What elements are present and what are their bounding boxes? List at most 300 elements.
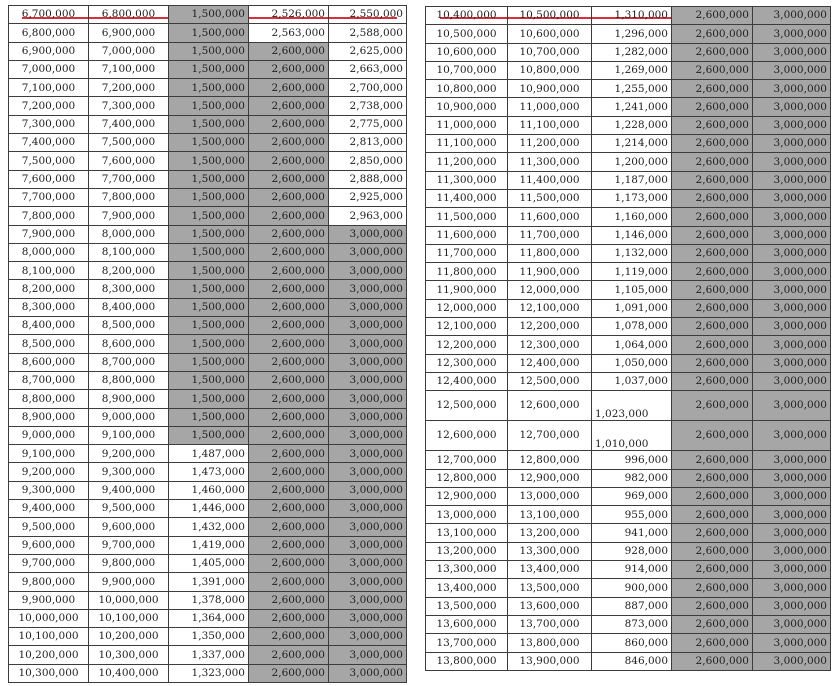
table-cell: 7,400,000	[89, 115, 169, 133]
table-row	[9, 554, 407, 572]
table-cell: 10,100,000	[9, 628, 89, 646]
table-cell: 3,000,000	[753, 318, 831, 336]
table-cell: 10,900,000	[508, 80, 592, 98]
table-cell: 3,000,000	[329, 573, 407, 591]
table-cell: 3,000,000	[329, 390, 407, 408]
table-cell: 2,600,000	[672, 208, 753, 226]
table-cell: 8,800,000	[89, 371, 169, 389]
table-cell: 3,000,000	[753, 451, 831, 469]
table-cell: 13,400,000	[508, 561, 592, 579]
table-cell: 7,900,000	[9, 225, 89, 243]
table-cell: 2,600,000	[249, 317, 329, 335]
table-cell: 13,900,000	[508, 652, 592, 670]
table-cell: 12,400,000	[508, 354, 592, 372]
table-cell: 11,800,000	[426, 263, 508, 281]
table-row	[426, 451, 831, 469]
table-cell: 3,000,000	[753, 354, 831, 372]
table-cell: 2,600,000	[672, 61, 753, 79]
table-cell: 8,700,000	[89, 353, 169, 371]
table-cell: 10,200,000	[89, 628, 169, 646]
table-cell: 2,600,000	[249, 42, 329, 60]
table-cell: 2,963,000	[329, 207, 407, 225]
table-cell: 2,813,000	[329, 134, 407, 152]
table-cell: 2,600,000	[249, 243, 329, 261]
table-cell: 1,023,000	[592, 391, 672, 421]
table-cell: 1,500,000	[169, 426, 249, 444]
table-cell: 13,700,000	[426, 634, 508, 652]
table-row	[426, 7, 831, 25]
table-row	[426, 469, 831, 487]
table-cell: 2,600,000	[672, 281, 753, 299]
table-cell: 10,000,000	[89, 591, 169, 609]
table-cell: 13,400,000	[426, 579, 508, 597]
table-cell: 7,200,000	[9, 97, 89, 115]
table-cell: 1,269,000	[592, 61, 672, 79]
table-cell: 9,000,000	[89, 408, 169, 426]
table-cell: 3,000,000	[753, 506, 831, 524]
table-row	[426, 189, 831, 207]
table-row	[426, 542, 831, 560]
table-cell: 1,323,000	[169, 664, 249, 682]
table-row	[9, 6, 407, 24]
table-cell: 8,300,000	[9, 298, 89, 316]
table-row	[426, 336, 831, 354]
table-cell: 11,700,000	[508, 226, 592, 244]
table-cell: 2,600,000	[249, 426, 329, 444]
table-cell: 12,200,000	[426, 336, 508, 354]
table-cell: 9,700,000	[89, 536, 169, 554]
table-cell: 12,000,000	[426, 299, 508, 317]
table-row	[9, 353, 407, 371]
table-cell: 1,487,000	[169, 445, 249, 463]
table-cell: 8,300,000	[89, 280, 169, 298]
table-cell: 3,000,000	[329, 262, 407, 280]
table-cell: 2,775,000	[329, 115, 407, 133]
table-cell: 8,600,000	[89, 335, 169, 353]
table-cell: 11,800,000	[508, 244, 592, 262]
table-row	[9, 536, 407, 554]
table-cell: 9,400,000	[9, 500, 89, 518]
table-cell: 1,105,000	[592, 281, 672, 299]
table-row	[426, 318, 831, 336]
table-cell: 11,000,000	[426, 116, 508, 134]
table-cell: 2,600,000	[249, 445, 329, 463]
table-cell: 7,300,000	[9, 115, 89, 133]
table-cell: 1,432,000	[169, 518, 249, 536]
table-cell: 1,037,000	[592, 372, 672, 390]
table-cell: 2,738,000	[329, 97, 407, 115]
table-cell: 3,000,000	[753, 524, 831, 542]
table-cell: 8,800,000	[9, 390, 89, 408]
table-cell: 11,900,000	[426, 281, 508, 299]
table-cell: 3,000,000	[753, 98, 831, 116]
table-cell: 3,000,000	[329, 317, 407, 335]
table-cell: 2,600,000	[672, 469, 753, 487]
table-row	[9, 408, 407, 426]
table-cell: 7,000,000	[9, 60, 89, 78]
table-cell: 10,100,000	[89, 609, 169, 627]
table-cell: 2,600,000	[672, 542, 753, 560]
table-cell: 860,000	[592, 634, 672, 652]
table-cell: 8,900,000	[89, 390, 169, 408]
table-cell: 7,400,000	[9, 134, 89, 152]
table-cell: 873,000	[592, 615, 672, 633]
table-cell: 10,200,000	[9, 646, 89, 664]
table-cell: 12,300,000	[508, 336, 592, 354]
table-row	[9, 134, 407, 152]
table-row	[426, 263, 831, 281]
table-cell: 2,600,000	[672, 487, 753, 505]
table-cell: 1,310,000	[592, 7, 672, 25]
table-cell: 941,000	[592, 524, 672, 542]
table-cell: 2,588,000	[329, 24, 407, 42]
table-cell: 1,500,000	[169, 6, 249, 24]
table-cell: 3,000,000	[753, 7, 831, 25]
table-row	[9, 445, 407, 463]
table-cell: 13,600,000	[426, 615, 508, 633]
table-cell: 8,400,000	[9, 317, 89, 335]
table-cell: 6,900,000	[89, 24, 169, 42]
table-cell: 1,241,000	[592, 98, 672, 116]
table-cell: 2,600,000	[249, 573, 329, 591]
table-cell: 13,000,000	[508, 487, 592, 505]
table-cell: 2,600,000	[249, 97, 329, 115]
table-cell: 12,700,000	[508, 421, 592, 451]
table-row	[9, 115, 407, 133]
table-cell: 11,300,000	[508, 153, 592, 171]
table-cell: 969,000	[592, 487, 672, 505]
table-cell: 3,000,000	[329, 554, 407, 572]
table-row	[426, 25, 831, 43]
table-cell: 3,000,000	[329, 225, 407, 243]
table-cell: 1,500,000	[169, 280, 249, 298]
table-cell: 3,000,000	[753, 171, 831, 189]
table-cell: 12,700,000	[426, 451, 508, 469]
table-cell: 1,500,000	[169, 262, 249, 280]
table-cell: 8,100,000	[9, 262, 89, 280]
table-cell: 1,173,000	[592, 189, 672, 207]
table-cell: 846,000	[592, 652, 672, 670]
table-cell: 12,800,000	[426, 469, 508, 487]
table-cell: 2,600,000	[672, 372, 753, 390]
table-cell: 7,700,000	[89, 170, 169, 188]
table-cell: 10,800,000	[426, 80, 508, 98]
table-cell: 11,100,000	[508, 116, 592, 134]
table-cell: 2,600,000	[249, 60, 329, 78]
table-cell: 9,500,000	[9, 518, 89, 536]
table-cell: 10,000,000	[9, 609, 89, 627]
table-cell: 11,200,000	[426, 153, 508, 171]
table-row	[9, 42, 407, 60]
table-row	[426, 524, 831, 542]
table-cell: 13,100,000	[508, 506, 592, 524]
table-cell: 13,000,000	[426, 506, 508, 524]
table-cell: 3,000,000	[753, 615, 831, 633]
table-cell: 2,600,000	[672, 226, 753, 244]
table-cell: 12,100,000	[426, 318, 508, 336]
table-cell: 12,900,000	[426, 487, 508, 505]
table-cell: 1,010,000	[592, 421, 672, 451]
table-cell: 11,600,000	[426, 226, 508, 244]
table-cell: 9,400,000	[89, 481, 169, 499]
table-row	[426, 244, 831, 262]
table-cell: 2,600,000	[672, 615, 753, 633]
table-cell: 2,600,000	[672, 597, 753, 615]
table-cell: 2,600,000	[672, 634, 753, 652]
table-cell: 3,000,000	[753, 391, 831, 421]
table-cell: 11,400,000	[508, 171, 592, 189]
table-cell: 3,000,000	[753, 80, 831, 98]
table-cell: 9,200,000	[89, 445, 169, 463]
table-cell: 7,800,000	[9, 207, 89, 225]
table-cell: 2,600,000	[672, 318, 753, 336]
table-cell: 13,600,000	[508, 597, 592, 615]
table-cell: 3,000,000	[753, 208, 831, 226]
table-cell: 12,600,000	[426, 421, 508, 451]
table-cell: 8,500,000	[89, 317, 169, 335]
table-cell: 3,000,000	[329, 371, 407, 389]
table-cell: 7,100,000	[9, 79, 89, 97]
table-cell: 2,600,000	[249, 628, 329, 646]
table-cell: 12,100,000	[508, 299, 592, 317]
table-cell: 11,300,000	[426, 171, 508, 189]
table-cell: 8,000,000	[89, 225, 169, 243]
table-cell: 9,000,000	[9, 426, 89, 444]
table-cell: 12,500,000	[508, 372, 592, 390]
table-row	[9, 188, 407, 206]
table-cell: 982,000	[592, 469, 672, 487]
table-cell: 2,600,000	[672, 135, 753, 153]
table-cell: 9,100,000	[9, 445, 89, 463]
table-cell: 3,000,000	[753, 43, 831, 61]
table-cell: 3,000,000	[753, 226, 831, 244]
table-cell: 10,400,000	[89, 664, 169, 682]
table-cell: 9,800,000	[89, 554, 169, 572]
table-row	[9, 152, 407, 170]
table-cell: 2,600,000	[672, 451, 753, 469]
table-cell: 2,600,000	[249, 609, 329, 627]
table-cell: 2,600,000	[249, 664, 329, 682]
table-row	[9, 262, 407, 280]
table-row	[9, 243, 407, 261]
table-cell: 1,187,000	[592, 171, 672, 189]
table-cell: 3,000,000	[329, 353, 407, 371]
table-cell: 3,000,000	[753, 189, 831, 207]
table-cell: 7,000,000	[89, 42, 169, 60]
table-cell: 13,200,000	[426, 542, 508, 560]
table-cell: 8,900,000	[9, 408, 89, 426]
table-cell: 10,500,000	[508, 7, 592, 25]
table-cell: 2,600,000	[672, 244, 753, 262]
table-cell: 11,700,000	[426, 244, 508, 262]
table-row	[426, 43, 831, 61]
table-row	[9, 24, 407, 42]
table-cell: 3,000,000	[753, 25, 831, 43]
table-row	[426, 506, 831, 524]
table-cell: 10,900,000	[426, 98, 508, 116]
table-cell: 2,888,000	[329, 170, 407, 188]
table-cell: 1,119,000	[592, 263, 672, 281]
table-row	[9, 518, 407, 536]
table-cell: 3,000,000	[753, 299, 831, 317]
table-cell: 12,800,000	[508, 451, 592, 469]
table-cell: 2,600,000	[672, 171, 753, 189]
table-cell: 7,100,000	[89, 60, 169, 78]
table-cell: 2,600,000	[249, 408, 329, 426]
table-cell: 10,500,000	[426, 25, 508, 43]
table-cell: 1,050,000	[592, 354, 672, 372]
table-cell: 13,300,000	[508, 542, 592, 560]
table-cell: 1,500,000	[169, 408, 249, 426]
table-cell: 2,600,000	[249, 554, 329, 572]
table-row	[426, 116, 831, 134]
table-cell: 3,000,000	[329, 463, 407, 481]
table-cell: 7,600,000	[9, 170, 89, 188]
table-cell: 3,000,000	[329, 628, 407, 646]
table-cell: 9,900,000	[89, 573, 169, 591]
table-row	[9, 664, 407, 682]
table-cell: 2,600,000	[672, 506, 753, 524]
table-cell: 3,000,000	[753, 61, 831, 79]
table-row	[426, 299, 831, 317]
table-cell: 2,600,000	[249, 115, 329, 133]
table-cell: 3,000,000	[329, 445, 407, 463]
table-cell: 1,255,000	[592, 80, 672, 98]
table-cell: 3,000,000	[329, 591, 407, 609]
table-cell: 1,473,000	[169, 463, 249, 481]
table-cell: 12,000,000	[508, 281, 592, 299]
table-cell: 7,600,000	[89, 152, 169, 170]
table-cell: 13,700,000	[508, 615, 592, 633]
table-cell: 2,600,000	[249, 225, 329, 243]
table-cell: 1,500,000	[169, 390, 249, 408]
table-cell: 3,000,000	[753, 153, 831, 171]
table-cell: 13,800,000	[508, 634, 592, 652]
table-cell: 2,600,000	[249, 134, 329, 152]
table-row	[426, 615, 831, 633]
table-cell: 2,600,000	[249, 646, 329, 664]
table-row	[9, 463, 407, 481]
table-cell: 1,500,000	[169, 134, 249, 152]
table-cell: 887,000	[592, 597, 672, 615]
table-cell: 7,200,000	[89, 79, 169, 97]
table-cell: 3,000,000	[753, 421, 831, 451]
table-row	[9, 591, 407, 609]
table-cell: 1,337,000	[169, 646, 249, 664]
table-cell: 8,200,000	[89, 262, 169, 280]
table-row	[426, 208, 831, 226]
table-cell: 9,300,000	[89, 463, 169, 481]
table-cell: 2,600,000	[672, 421, 753, 451]
table-cell: 2,600,000	[672, 153, 753, 171]
table-row	[9, 481, 407, 499]
table-cell: 10,700,000	[508, 43, 592, 61]
table-row	[426, 579, 831, 597]
table-cell: 1,500,000	[169, 60, 249, 78]
table-cell: 1,296,000	[592, 25, 672, 43]
table-cell: 12,900,000	[508, 469, 592, 487]
table-cell: 2,600,000	[672, 524, 753, 542]
table-cell: 3,000,000	[753, 561, 831, 579]
table-row	[426, 153, 831, 171]
table-cell: 1,500,000	[169, 298, 249, 316]
table-cell: 3,000,000	[753, 116, 831, 134]
table-cell: 12,300,000	[426, 354, 508, 372]
table-cell: 1,500,000	[169, 188, 249, 206]
table-cell: 3,000,000	[329, 500, 407, 518]
table-cell: 2,600,000	[249, 262, 329, 280]
table-cell: 1,160,000	[592, 208, 672, 226]
table-cell: 2,600,000	[249, 500, 329, 518]
table-cell: 9,300,000	[9, 481, 89, 499]
table-cell: 3,000,000	[753, 372, 831, 390]
table-row	[9, 500, 407, 518]
table-cell: 2,600,000	[249, 188, 329, 206]
table-cell: 3,000,000	[753, 634, 831, 652]
table-cell: 2,600,000	[249, 390, 329, 408]
table-cell: 13,300,000	[426, 561, 508, 579]
table-cell: 3,000,000	[753, 336, 831, 354]
table-cell: 8,500,000	[9, 335, 89, 353]
table-row	[426, 171, 831, 189]
table-cell: 2,600,000	[249, 371, 329, 389]
table-cell: 1,500,000	[169, 335, 249, 353]
table-cell: 2,600,000	[249, 518, 329, 536]
table-cell: 1,214,000	[592, 135, 672, 153]
table-row	[426, 561, 831, 579]
table-cell: 8,000,000	[9, 243, 89, 261]
table-cell: 11,600,000	[508, 208, 592, 226]
table-row	[426, 281, 831, 299]
table-cell: 2,625,000	[329, 42, 407, 60]
table-cell: 1,500,000	[169, 97, 249, 115]
table-cell: 9,100,000	[89, 426, 169, 444]
table-cell: 2,600,000	[249, 591, 329, 609]
table-cell: 13,200,000	[508, 524, 592, 542]
table-row	[9, 225, 407, 243]
table-cell: 11,000,000	[508, 98, 592, 116]
table-cell: 2,600,000	[249, 463, 329, 481]
table-cell: 8,200,000	[9, 280, 89, 298]
table-cell: 3,000,000	[753, 469, 831, 487]
table-cell: 9,800,000	[9, 573, 89, 591]
table-row	[9, 298, 407, 316]
table-cell: 11,100,000	[426, 135, 508, 153]
table-cell: 11,400,000	[426, 189, 508, 207]
table-cell: 1,500,000	[169, 317, 249, 335]
table-cell: 3,000,000	[753, 244, 831, 262]
table-row	[9, 60, 407, 78]
table-row	[9, 170, 407, 188]
table-cell: 3,000,000	[329, 664, 407, 682]
table-cell: 6,900,000	[9, 42, 89, 60]
table-cell: 2,563,000	[249, 24, 329, 42]
table-cell: 1,460,000	[169, 481, 249, 499]
table-row	[426, 226, 831, 244]
table-cell: 2,600,000	[672, 561, 753, 579]
table-cell: 9,700,000	[9, 554, 89, 572]
table-cell: 2,600,000	[672, 7, 753, 25]
table-row	[426, 372, 831, 390]
table-cell: 10,600,000	[508, 25, 592, 43]
table-cell: 6,800,000	[89, 6, 169, 24]
table-cell: 13,100,000	[426, 524, 508, 542]
table-cell: 10,300,000	[89, 646, 169, 664]
table-cell: 3,000,000	[753, 597, 831, 615]
table-cell: 1,091,000	[592, 299, 672, 317]
table-cell: 8,700,000	[9, 371, 89, 389]
table-row	[426, 421, 831, 451]
